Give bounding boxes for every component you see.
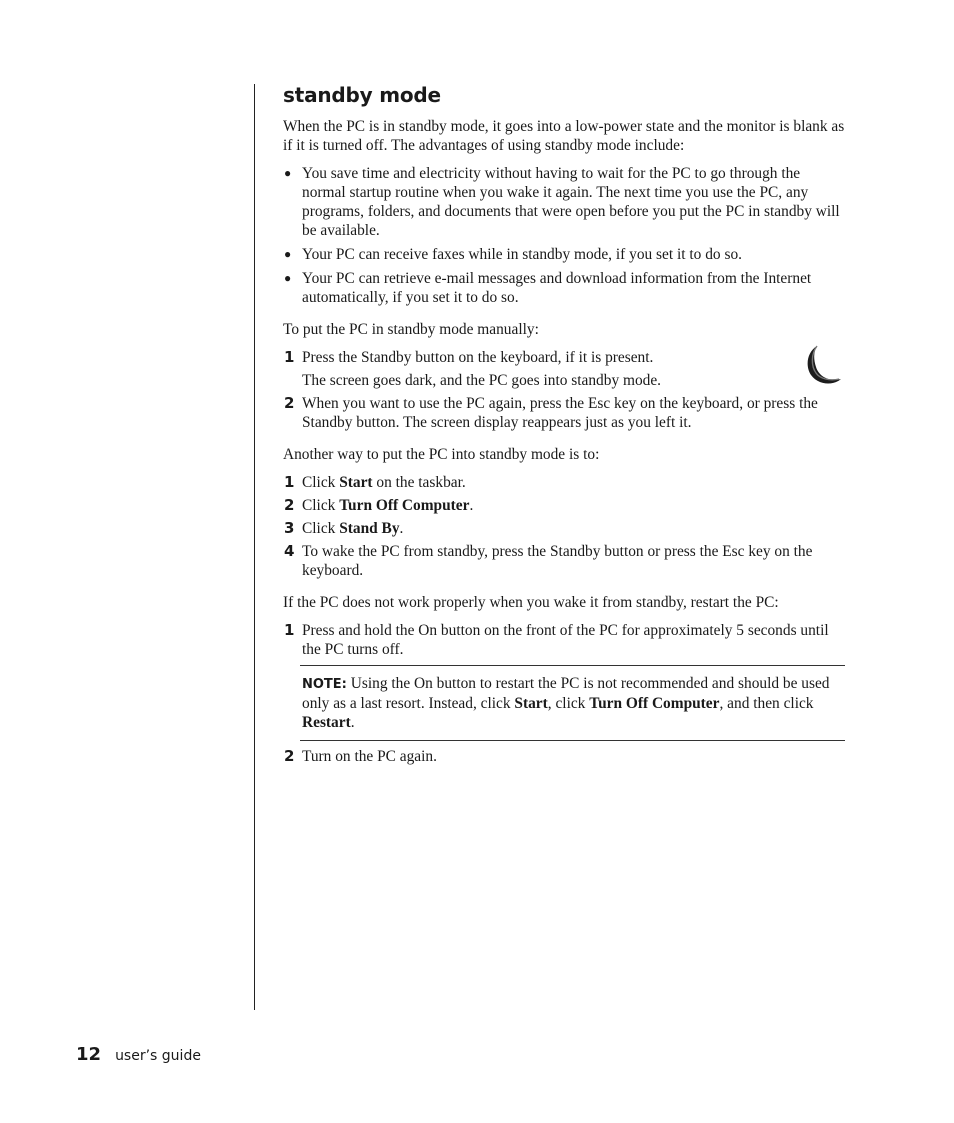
step-number: 2 <box>284 496 295 514</box>
manual-intro: To put the PC in standby mode manually: <box>283 321 539 338</box>
ui-term: Start <box>339 474 373 491</box>
ui-term: Turn Off Computer <box>589 695 720 712</box>
step-text: To wake the PC from standby, press the Standby button or press the Esc key on the keyboard. <box>302 543 813 579</box>
step-item <box>283 621 845 659</box>
step-item <box>283 542 845 580</box>
step-text: Turn on the PC again. <box>302 748 437 765</box>
step-item: 1 Click Start on the taskbar. <box>284 473 466 491</box>
step-result: The screen goes dark, and the PC goes into standby mode. <box>302 372 662 389</box>
section-heading: standby mode <box>283 83 441 107</box>
another-steps <box>283 473 845 580</box>
step-number: 1 <box>284 348 295 366</box>
note-box: NOTE: Using the On button to restart the PC is not recommended and should be used only as a last resort. Instead, click Start, click Turn Off Computer, and then click Restart. <box>300 665 845 741</box>
restart-intro: If the PC does not work properly when you wake it from standby, restart the PC: <box>283 594 779 611</box>
step-number: 1 <box>284 621 295 639</box>
ui-term: Start <box>514 695 548 712</box>
page-content <box>283 82 845 770</box>
step-number: 2 <box>284 747 295 765</box>
step-number: 2 <box>284 394 295 412</box>
page-number: 12 <box>76 1044 102 1065</box>
step-text: Press and hold the On button on the front of the PC for approximately 5 seconds until the PC turns off. <box>302 622 829 658</box>
step-item: 3 Click Stand By. <box>284 519 404 537</box>
step-text: Press the Standby button on the keyboard, if it is present. <box>302 349 654 366</box>
bullet-icon: ● <box>284 166 292 180</box>
list-item: ● Your PC can receive faxes while in standby mode, if you set it to do so. <box>284 246 742 263</box>
bullet-icon: ● <box>284 271 292 285</box>
page-footer <box>76 1044 201 1065</box>
guide-label: user’s guide <box>115 1048 201 1064</box>
margin-rule <box>254 84 255 1010</box>
manual-steps <box>283 348 845 432</box>
another-intro: Another way to put the PC into standby mode is to: <box>283 446 600 463</box>
step-item <box>283 394 845 432</box>
note-label: NOTE: <box>302 677 347 692</box>
step-text: When you want to use the PC again, press the Esc key on the keyboard, or press the Standby button. The screen display reappears just as you left it. <box>302 395 818 431</box>
step-item: 2 Click Turn Off Computer. <box>284 496 474 514</box>
advantages-list <box>283 164 845 307</box>
step-number: 1 <box>284 473 295 491</box>
step-number: 3 <box>284 519 295 537</box>
step-item <box>283 747 845 766</box>
ui-term: Restart <box>302 714 351 731</box>
ui-term: Turn Off Computer <box>339 497 470 514</box>
list-item: ● You save time and electricity without having to wait for the PC to go through the normal startup routine when you wake it again. The next time you use the PC, any programs, folders, and documents that were open before you put the PC in standby will be available. <box>284 165 840 239</box>
step-item <box>283 348 845 390</box>
bullet-icon: ● <box>284 247 292 261</box>
list-item: ● Your PC can retrieve e-mail messages and download information from the Internet automatically, if you set it to do so. <box>284 270 812 306</box>
intro-paragraph: When the PC is in standby mode, it goes into a low-power state and the monitor is blank as if it is turned off. The advantages of using standby mode include: <box>283 118 845 154</box>
step-number: 4 <box>284 542 295 560</box>
ui-term: Stand By <box>339 520 400 537</box>
